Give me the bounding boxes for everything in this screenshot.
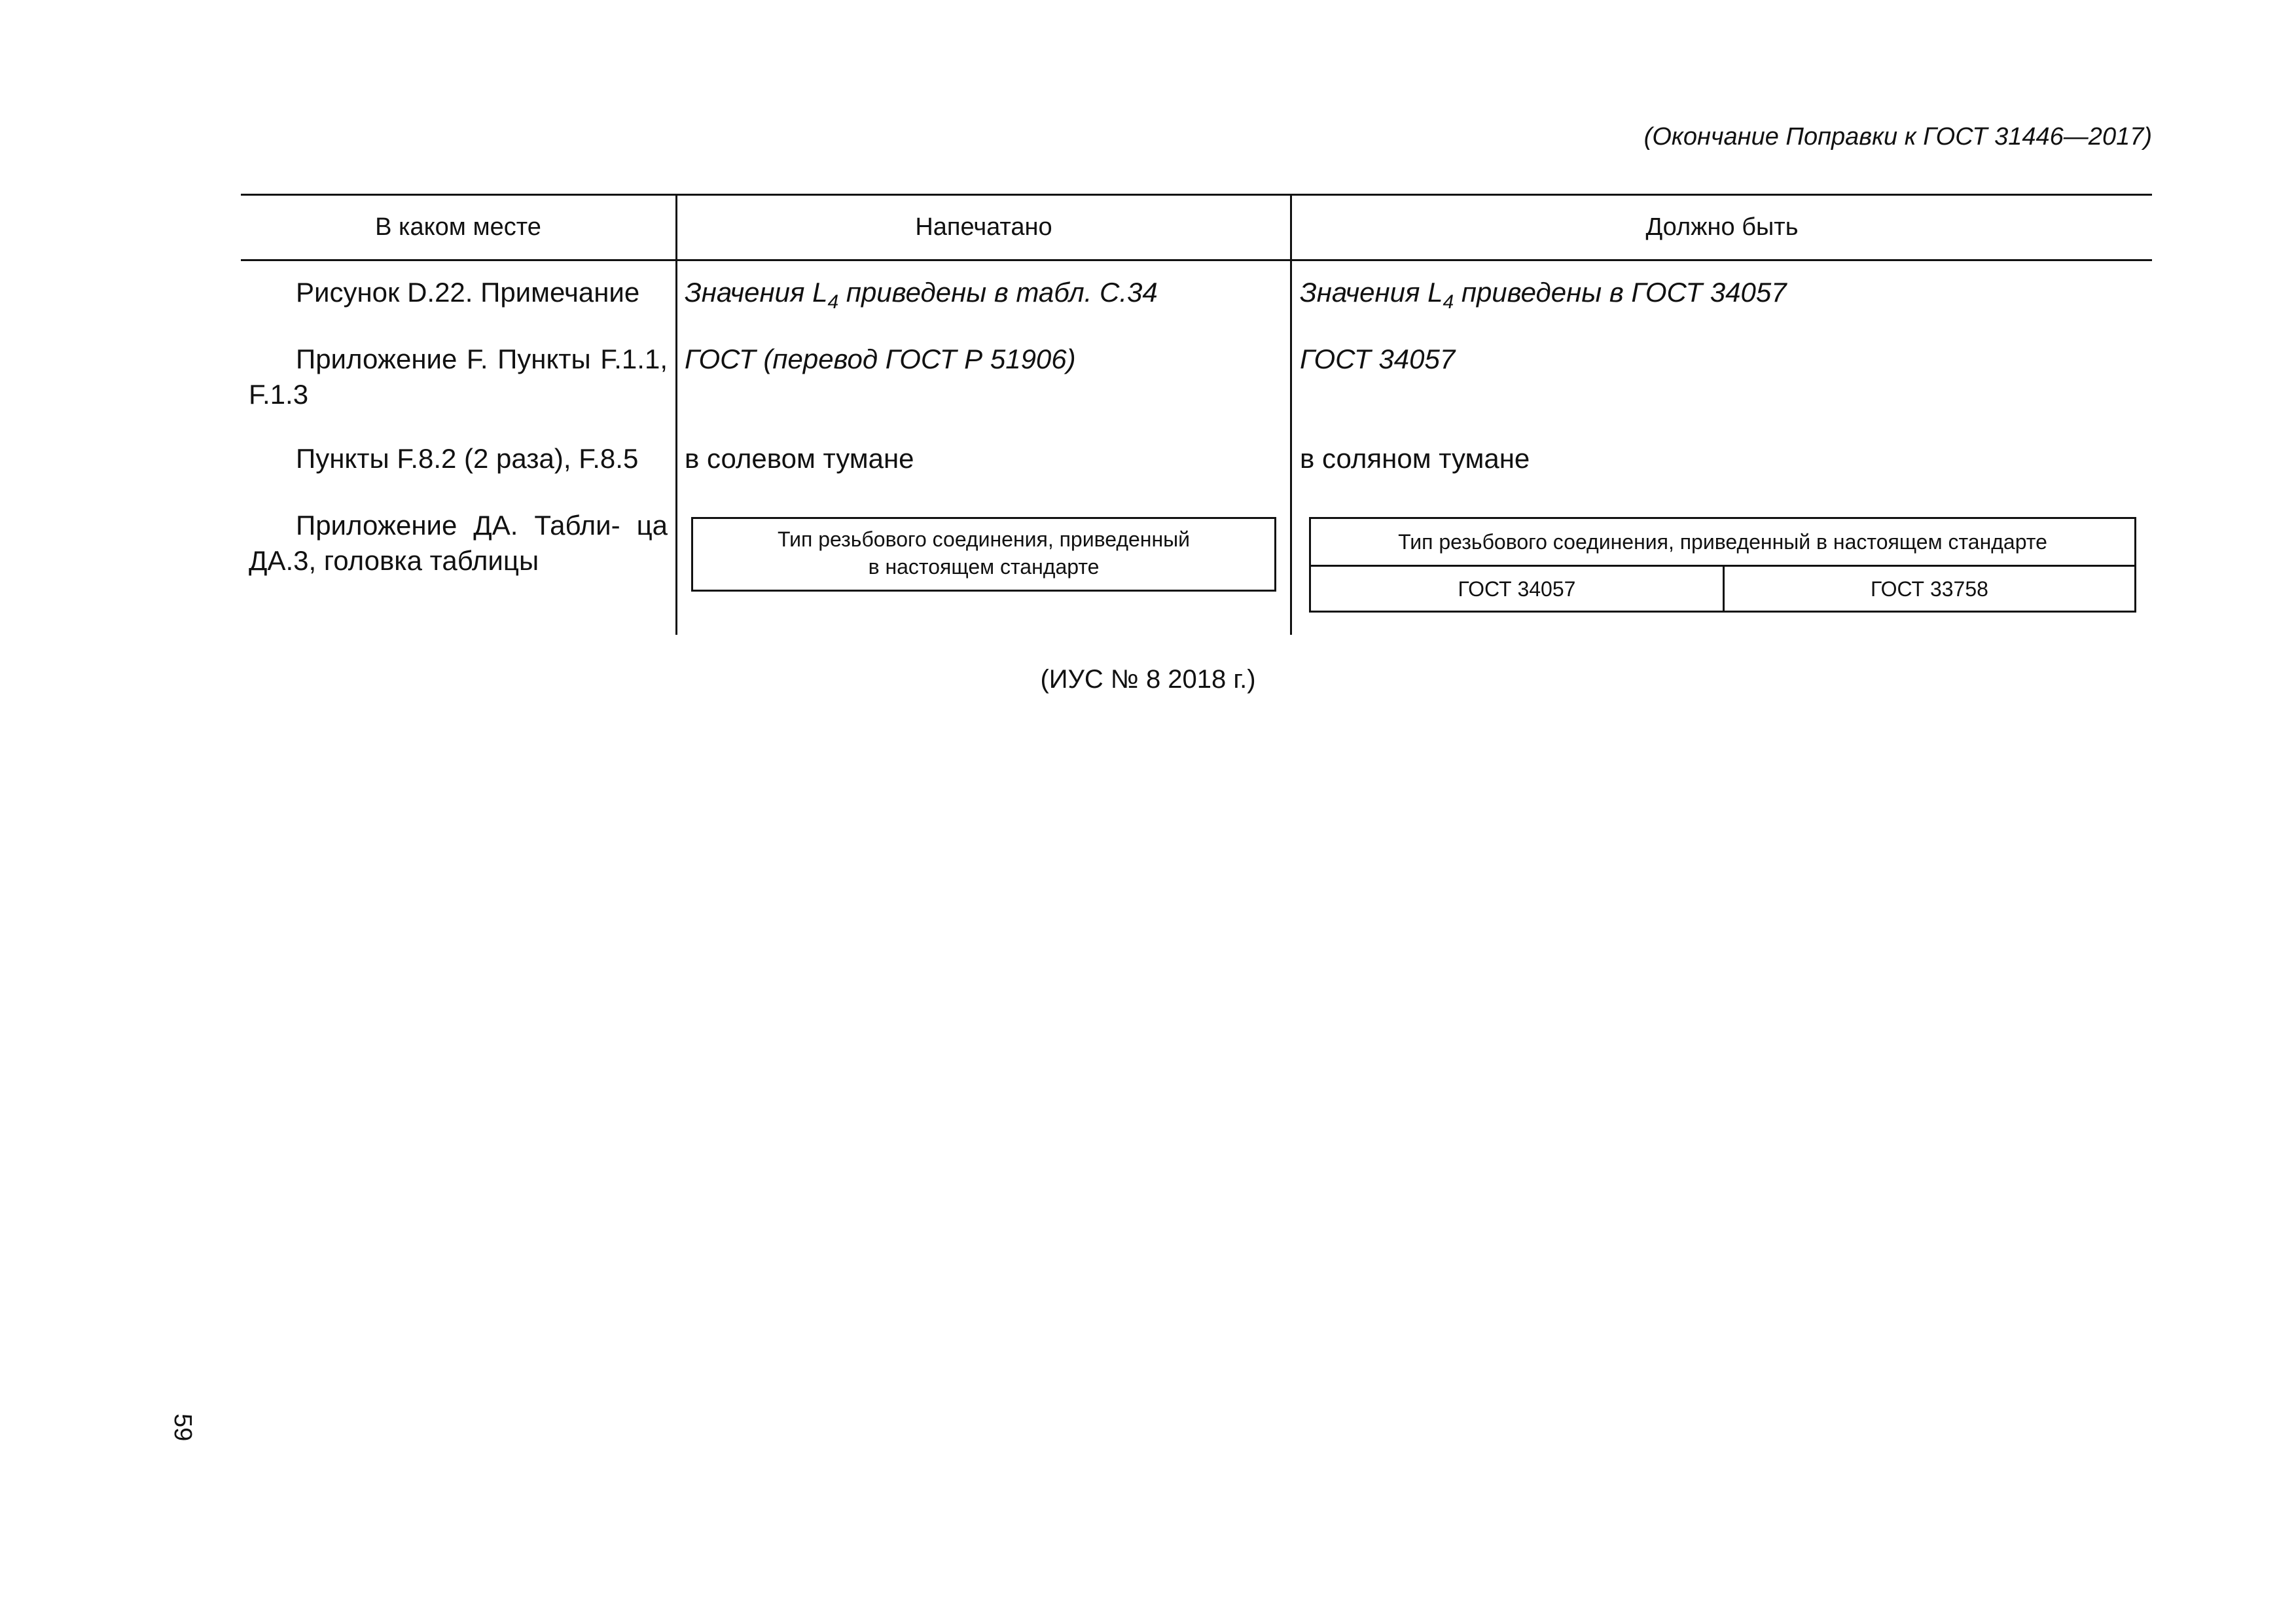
printed-header-table (691, 517, 1276, 592)
should-be-header-right: ГОСТ 33758 (1871, 577, 1988, 601)
printed-header-line-1: Тип резьбового соединения, приведенный (777, 527, 1191, 551)
row-2-place: Приложение F. Пункты F.1.1, F.1.3 (249, 344, 668, 410)
should-be-header-table (1309, 517, 2136, 613)
row-1-printed: Значения $L_4$ приведены в табл. C.34 (685, 277, 1158, 313)
column-header-place: В каком месте (375, 213, 541, 241)
running-title: (Окончание Поправки к ГОСТ 31446—2017) (1643, 123, 2152, 151)
source-note: (ИУС № 8 2018 г.) (1040, 665, 1256, 694)
row-1-place: Рисунок D.22. Примечание (296, 277, 640, 308)
row-4-place: Приложение ДА. Табли- ца ДА.3, головка таблицы (249, 510, 668, 576)
column-divider (675, 194, 677, 635)
table-top-rule (241, 194, 2152, 196)
printed-header-line-2: в настоящем стандарте (868, 555, 1100, 579)
row-1-should-be: Значения $L_4$ приведены в ГОСТ 34057 (1300, 277, 1787, 313)
column-divider (1290, 194, 1292, 635)
column-header-should-be: Должно быть (1645, 213, 1799, 241)
page-number: 59 (169, 1414, 196, 1442)
should-be-header-left: ГОСТ 34057 (1458, 577, 1576, 601)
should-be-header-top: Тип резьбового соединения, приведенный в настоящем стандарте (1398, 530, 2047, 554)
row-3-should-be: в соляном тумане (1300, 443, 1530, 474)
row-3-place: Пункты F.8.2 (2 раза), F.8.5 (296, 443, 639, 474)
column-header-printed: Напечатано (915, 213, 1052, 241)
row-3-printed: в солевом тумане (685, 443, 914, 474)
table-header-rule (241, 259, 2152, 261)
row-2-should-be: ГОСТ 34057 (1300, 344, 1456, 374)
row-2-printed: ГОСТ (перевод ГОСТ Р 51906) (685, 344, 1076, 374)
